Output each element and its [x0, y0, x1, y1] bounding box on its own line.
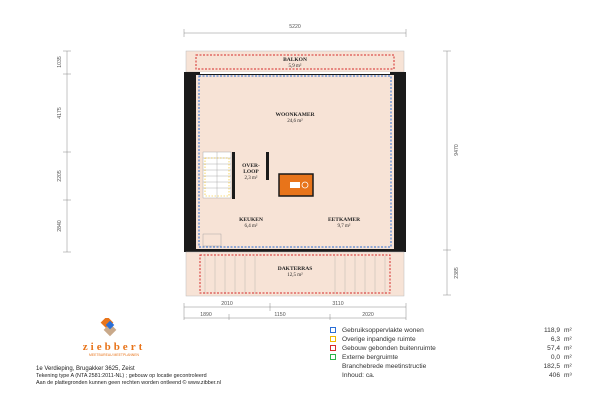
area-legend [330, 326, 580, 380]
legend-swatch-icon [330, 345, 336, 351]
legend-unit: m² [564, 336, 572, 343]
dim-top-width: 5220 [289, 24, 301, 30]
logo-tagline: MEETBUREAU MEETPLANNEN [89, 353, 139, 357]
legend-value: 406 [548, 372, 560, 379]
room-dakterras-name: DAKTERRAS [277, 266, 313, 272]
logo-brand: ziebbert [82, 341, 146, 353]
drawing-info [36, 366, 221, 388]
staircase [203, 152, 231, 198]
room-balkon-area: 5,9 m² [288, 64, 302, 69]
dim-left-4: 2840 [57, 220, 63, 232]
wall-overloop-right [266, 152, 269, 180]
room-overloop-name-2: LOOP [243, 169, 259, 175]
room-eetkamer-area: 9,7 m² [337, 224, 351, 229]
dim-left-2: 4175 [57, 107, 63, 119]
legend-label: Externe bergruimte [342, 354, 399, 361]
legend-unit: m² [564, 363, 572, 370]
info-disclaimer: Aan de plattegronden kunnen geen rechten worden ontleend © www.zibber.nl [36, 380, 221, 387]
legend-label: Branchebrede meetinstructie [342, 363, 427, 370]
legend-row [330, 326, 580, 335]
room-balkon-name: BALKON [283, 57, 307, 63]
room-overloop-area: 2,3 m² [244, 176, 258, 181]
wall-left [184, 72, 196, 252]
legend-row [330, 353, 580, 362]
dim-right-1: 9470 [454, 144, 460, 156]
room-keuken-name: KEUKEN [239, 217, 263, 223]
legend-value: 57,4 [547, 345, 560, 352]
dim-bottom-1a: 2010 [221, 301, 233, 307]
company-logo [36, 318, 236, 363]
room-woonkamer-name: WOONKAMER [275, 112, 315, 118]
room-woonkamer-area: 24,6 m² [287, 119, 303, 124]
legend-row [330, 344, 580, 353]
legend-unit: m² [564, 345, 572, 352]
legend-unit: m³ [564, 372, 572, 379]
legend-swatch-icon [330, 354, 336, 360]
wall-bottom [184, 249, 406, 252]
legend-unit: m² [564, 327, 572, 334]
logo-emblem-icon [101, 318, 117, 336]
dim-bottom-2b: 1150 [274, 312, 286, 318]
legend-label: Inhoud: ca. [342, 372, 375, 379]
room-eetkamer-name: EETKAMER [327, 217, 361, 223]
interior-area [184, 72, 406, 252]
technical-room [279, 174, 313, 196]
legend-row [330, 371, 580, 380]
info-drawing-type: Tekening type A (NTA 2581:2011-NL) ; gebouw op locatie gecontroleerd [36, 373, 207, 380]
room-overloop-name-1: OVER- [242, 163, 260, 169]
dim-bottom-2a: 1890 [200, 312, 212, 318]
legend-label: Overige inpandige ruimte [342, 336, 416, 343]
legend-value: 118,9 [543, 327, 560, 334]
legend-unit: m² [564, 354, 572, 361]
legend-swatch-icon [330, 327, 336, 333]
legend-value: 182,5 [543, 363, 560, 370]
legend-row [330, 335, 580, 344]
room-dakterras-area: 12,5 m² [287, 273, 303, 278]
dim-left-1: 1035 [57, 56, 63, 68]
dim-bottom-1b: 3110 [332, 301, 344, 307]
wall-overloop-left [232, 152, 235, 199]
dim-bottom-2c: 2020 [362, 312, 374, 318]
room-keuken-area: 6,4 m² [244, 224, 258, 229]
info-address: 1e Verdieping, Brugakker 3625, Zeist [36, 366, 135, 372]
legend-value: 6,3 [550, 336, 560, 343]
legend-label: Gebouw gebonden buitenruimte [342, 345, 436, 352]
dim-right-2: 2385 [454, 267, 460, 279]
legend-row [330, 362, 580, 371]
legend-value: 0,0 [550, 354, 560, 361]
dim-left-3: 2205 [57, 170, 63, 182]
legend-label: Gebruiksoppervlakte wonen [342, 327, 424, 334]
legend-swatch-icon [330, 336, 336, 342]
wall-right [394, 72, 406, 252]
